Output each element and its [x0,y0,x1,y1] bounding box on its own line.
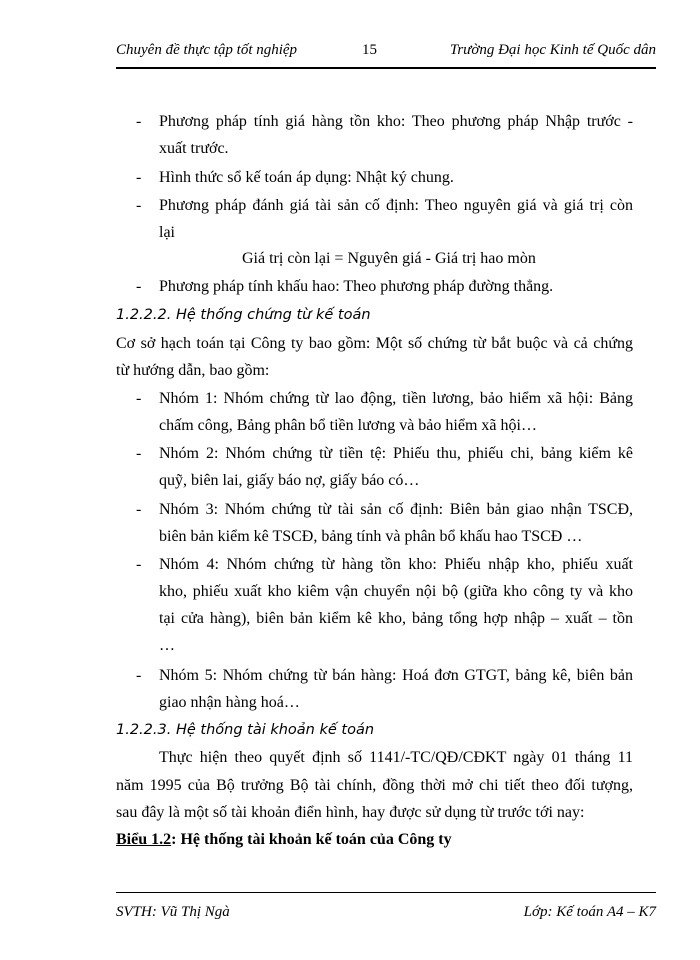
voucher-group-3-line-2: biên bản kiểm kê TSCĐ, bảng tính và phân bổ khấu hao TSCĐ … [159,528,583,545]
bullet-dash: - [136,169,142,186]
bullet-dash: - [136,445,142,462]
voucher-group-1-line-1: Nhóm 1: Nhóm chứng từ lao động, tiền lương, bảo hiểm xã hội: Bảng [159,390,633,407]
bullet-dash: - [136,113,142,130]
table-caption-label: Biểu 1.2 [116,831,172,848]
voucher-group-3-line-1: Nhóm 3: Nhóm chứng từ tài sản cố định: Biên bản giao nhận TSCĐ, [159,501,633,518]
table-caption-title: : Hệ thống tài khoản kế toán của Công ty [171,831,452,848]
accounts-paragraph-line-2: năm 1995 của Bộ trưởng Bộ tài chính, đồng thời mở chi tiết theo đối tượng, [116,777,633,794]
vouchers-intro-line-2: từ hướng dẫn, bao gồm: [116,362,270,379]
voucher-group-5-line-2: giao nhận hàng hoá… [159,694,300,711]
voucher-group-4-line-2: kho, phiếu xuất kho kiêm vận chuyển nội bộ (giữa kho công ty và kho [159,583,633,600]
residual-value-formula: Giá trị còn lại = Nguyên giá - Giá trị hao mòn [242,250,536,267]
policy-fixed-asset-line-2: lại [159,224,175,241]
bullet-dash: - [136,667,142,684]
header-divider [116,67,656,69]
section-heading-vouchers: 1.2.2.2. Hệ thống chứng từ kế toán [116,307,371,323]
accounts-paragraph-line-3: sau đây là một số tài khoản điển hình, hay được sử dụng từ trước tới nay: [116,804,585,821]
table-caption [116,831,452,849]
section-heading-accounts: 1.2.2.3. Hệ thống tài khoản kế toán [116,722,375,738]
bullet-dash: - [136,501,142,518]
footer-divider [116,892,656,893]
bullet-dash: - [136,556,142,573]
header-document-title: Chuyên đề thực tập tốt nghiệp [116,42,298,58]
bullet-dash: - [136,390,142,407]
page-header [116,40,656,64]
policy-depreciation-line: Phương pháp tính khấu hao: Theo phương pháp đường thẳng. [159,278,554,295]
accounts-paragraph-line-1: Thực hiện theo quyết định số 1141/-TC/QĐ/CĐKT ngày 01 tháng 11 [159,749,633,766]
voucher-group-4-line-3: tại cửa hàng), biên bản kiểm kê kho, bảng tổng hợp nhập – xuất – tồn [159,610,633,627]
policy-inventory-line-2: xuất trước. [159,140,229,157]
voucher-group-1-line-2: chấm công, Bảng phân bổ tiền lương và bảo hiểm xã hội… [159,417,537,434]
policy-fixed-asset-line-1: Phương pháp đánh giá tài sản cố định: Theo nguyên giá và giá trị còn [159,197,633,214]
voucher-group-2-line-1: Nhóm 2: Nhóm chứng từ tiền tệ: Phiếu thu, phiếu chi, bảng kiểm kê [159,445,633,462]
policy-bookkeeping-line: Hình thức sổ kế toán áp dụng: Nhật ký chung. [159,169,454,186]
footer-student: SVTH: Vũ Thị Ngà [116,904,230,920]
page-footer [116,904,656,926]
voucher-group-2-line-2: quỹ, biên lai, giấy báo nợ, giấy báo có… [159,472,420,489]
voucher-group-5-line-1: Nhóm 5: Nhóm chứng từ bán hàng: Hoá đơn GTGT, bảng kê, biên bản [159,667,633,684]
vouchers-intro-line-1: Cơ sở hạch toán tại Công ty bao gồm: Một số chứng từ bắt buộc và cả chứng [116,335,633,352]
voucher-group-4-line-1: Nhóm 4: Nhóm chứng từ hàng tồn kho: Phiếu nhập kho, phiếu xuất [159,556,633,573]
voucher-group-4-line-4: … [159,637,175,654]
page-number: 15 [362,42,377,58]
bullet-dash: - [136,197,142,214]
policy-inventory-line-1: Phương pháp tính giá hàng tồn kho: Theo phương pháp Nhập trước - [159,113,633,130]
footer-class: Lớp: Kế toán A4 – K7 [523,904,656,920]
header-university: Trường Đại học Kinh tế Quốc dân [449,42,656,58]
bullet-dash: - [136,278,142,295]
